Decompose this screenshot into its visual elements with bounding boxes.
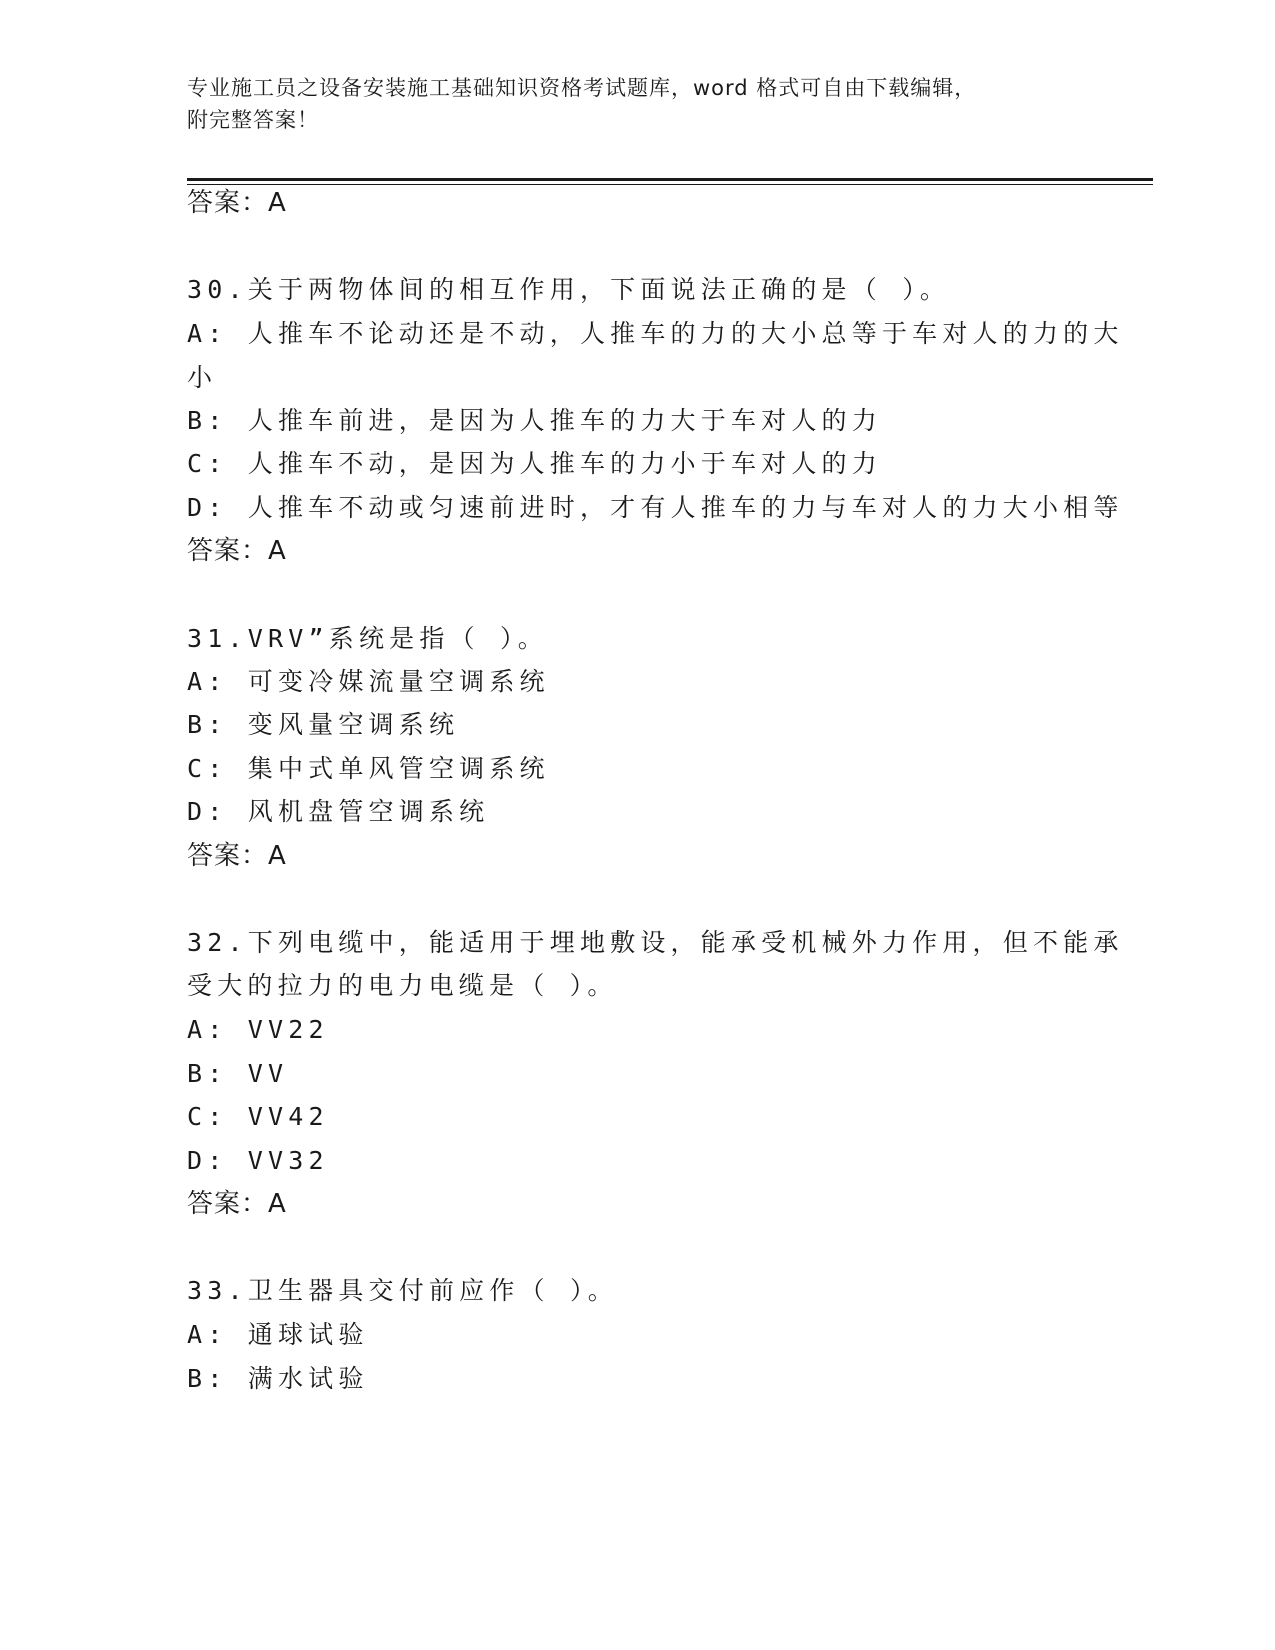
question-32-answer: 答案：A <box>187 1189 287 1219</box>
header-divider-thick <box>187 178 1153 181</box>
question-31-option-a: A: 可变冷媒流量空调系统 <box>187 667 550 696</box>
question-32-option-d: D: VV32 <box>187 1146 329 1175</box>
question-33-option-a: A: 通球试验 <box>187 1320 369 1349</box>
question-31-option-c: C: 集中式单风管空调系统 <box>187 754 550 783</box>
question-33-option-b: B: 满水试验 <box>187 1364 369 1393</box>
question-30-option-a: A: 人推车不论动还是不动，人推车的力的大小总等于车对人的力的大 <box>187 319 1124 348</box>
question-31-stem: 31.VRV”系统是指（ ）。 <box>187 624 548 653</box>
question-30-option-b: B: 人推车前进，是因为人推车的力大于车对人的力 <box>187 406 882 435</box>
answer-line: 答案：A <box>187 188 287 218</box>
document-header <box>187 72 1067 136</box>
question-30-option-d: D: 人推车不动或匀速前进时，才有人推车的力与车对人的力大小相等 <box>187 493 1124 522</box>
question-32-stem: 32.下列电缆中，能适用于埋地敷设，能承受机械外力作用，但不能承 <box>187 928 1124 957</box>
header-line-1: 专业施工员之设备安装施工基础知识资格考试题库，word 格式可自由下载编辑， <box>187 76 977 100</box>
question-32-option-c: C: VV42 <box>187 1102 329 1131</box>
question-32-option-b: B: VV <box>187 1059 289 1088</box>
question-32-option-a: A: VV22 <box>187 1015 329 1044</box>
question-33-stem: 33.卫生器具交付前应作（ ）。 <box>187 1276 618 1305</box>
question-31-answer: 答案：A <box>187 841 287 871</box>
question-30-option-a-continued: 小 <box>187 363 218 392</box>
header-line-2: 附完整答案！ <box>187 108 319 132</box>
question-31-option-b: B: 变风量空调系统 <box>187 710 460 739</box>
question-31-option-d: D: 风机盘管空调系统 <box>187 797 490 826</box>
question-30-stem: 30.关于两物体间的相互作用，下面说法正确的是（ ）。 <box>187 275 951 304</box>
question-32-stem-continued: 受大的拉力的电力电缆是（ ）。 <box>187 971 618 1000</box>
question-30-answer: 答案：A <box>187 536 287 566</box>
header-divider-thin <box>187 184 1153 185</box>
question-30-option-c: C: 人推车不动，是因为人推车的力小于车对人的力 <box>187 449 882 478</box>
